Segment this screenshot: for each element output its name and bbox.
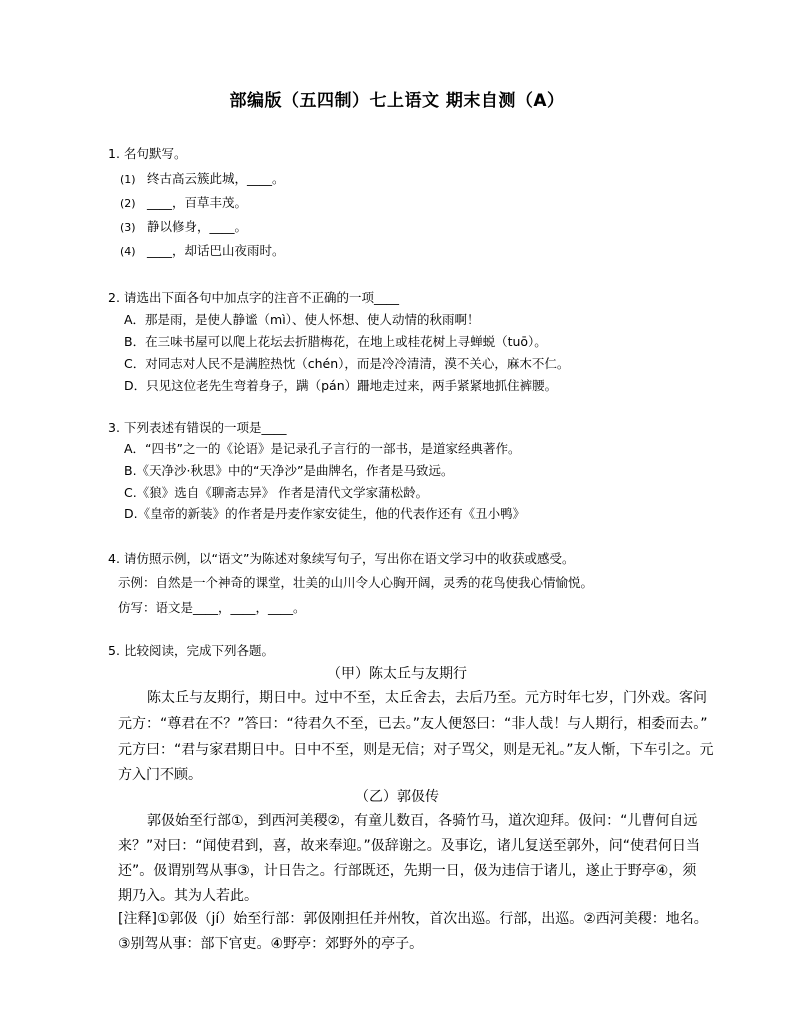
question-4-imitation: 仿写：语文是____，____，____。	[118, 600, 306, 615]
notes-line-2: ③别驾从事：部下官吏。④野亭：郊野外的亭子。	[118, 936, 424, 952]
question-5-number: 5.	[108, 643, 120, 658]
page-title: 部编版（五四制）七上语文 期末自测（A）	[229, 91, 565, 111]
question-4-example: 示例：自然是一个神奇的课堂，壮美的山川令人心胸开阔，灵秀的花鸟使我心情愉悦。	[118, 575, 594, 590]
question-3-option-a: A．“四书”之一的《论语》是记录孔子言行的一部书，是道家经典著作。	[124, 441, 521, 456]
passage-b-title: （乙）郭伋传	[355, 789, 439, 805]
question-1-item-4-number: (4)	[120, 245, 136, 258]
question-3-option-d: D.《皇帝的新装》的作者是丹麦作家安徒生，他的代表作还有《丑小鸭》	[124, 506, 526, 521]
passage-b-line-2: 来？”对曰：“闻使君到，喜，故来奉迎。”伋辞谢之。及事讫，诸儿复送至郭外，问“使君何日当	[118, 838, 701, 854]
question-1-item-2-number: (2)	[120, 197, 136, 210]
question-4-number: 4.	[108, 551, 120, 566]
passage-a-title: （甲）陈太丘与友期行	[327, 666, 467, 682]
notes-line-1: [注释]①郭伋（jí）始至行部：郭伋刚担任并州牧，首次出巡。行部，出巡。②西河美稷：地名。	[118, 911, 708, 927]
question-3-number: 3.	[108, 420, 120, 435]
question-5-stem: 比较阅读，完成下列各题。	[124, 643, 275, 658]
question-1-item-1-number: (1)	[120, 173, 136, 186]
passage-b-line-4: 期乃入。其为人若此。	[118, 888, 258, 904]
passage-b-line-1: 郭伋始至行部①，到西河美稷②，有童儿数百，各骑竹马，道次迎拜。伋问：“儿曹何自远	[147, 813, 698, 829]
question-1-number: 1.	[108, 146, 120, 161]
question-3-option-b: B.《天净沙·秋思》中的“天净沙”是曲牌名，作者是马致远。	[124, 463, 454, 478]
question-2-number: 2.	[108, 290, 120, 305]
question-3-stem: 下列表述有错误的一项是____	[124, 420, 287, 435]
question-1-item-2-text: ____，百草丰茂。	[147, 195, 248, 210]
passage-a-line-3: 元方曰：“君与家君期日中。日中不至，则是无信；对子骂父，则是无礼。”友人惭，下车引之。元	[118, 742, 714, 758]
question-1-item-3-text: 静以修身，____。	[147, 219, 248, 234]
question-1-item-1-text: 终古高云簇此城，____。	[147, 171, 285, 186]
question-2-option-a: A．那是雨，是使人静谧（mì）、使人怀想、使人动情的秋雨啊！	[124, 312, 480, 327]
question-1-item-3-number: (3)	[120, 221, 136, 234]
question-2-stem: 请选出下面各句中加点字的注音不正确的一项____	[124, 290, 400, 305]
passage-b-line-3: 还”。伋谓别驾从事③，计日告之。行部既还，先期一日，伋为违信于诸儿，遂止于野亭④，须	[118, 863, 697, 879]
passage-a-line-4: 方入门不顾。	[118, 767, 202, 783]
question-2-option-d: D．只见这位老先生弯着身子，蹒（pán）跚地走过来，两手紧紧地抓住裤腰。	[124, 378, 558, 393]
question-1-item-4-text: ____，却话巴山夜雨时。	[147, 243, 285, 258]
question-2-option-b: B．在三味书屋可以爬上花坛去折腊梅花，在地上或桂花树上寻蝉蜕（tuō）。	[124, 334, 547, 349]
question-1-stem: 名句默写。	[124, 146, 187, 161]
passage-a-line-1: 陈太丘与友期行，期日中。过中不至，太丘舍去，去后乃至。元方时年七岁，门外戏。客问	[147, 690, 707, 706]
question-4-stem: 请仿照示例，以“语文”为陈述对象续写句子，写出你在语文学习中的收获或感受。	[124, 551, 575, 566]
passage-a-line-2: 元方：“尊君在不？”答曰：“待君久不至，已去。”友人便怒曰：“非人哉！与人期行，相委而去。”	[118, 716, 708, 732]
question-3-option-c: C.《狼》选自《聊斋志异》 作者是清代文学家蒲松龄。	[124, 485, 429, 500]
question-2-option-c: C．对同志对人民不是满腔热忱（chén），而是冷冷清清，漠不关心，麻木不仁。	[124, 356, 570, 371]
